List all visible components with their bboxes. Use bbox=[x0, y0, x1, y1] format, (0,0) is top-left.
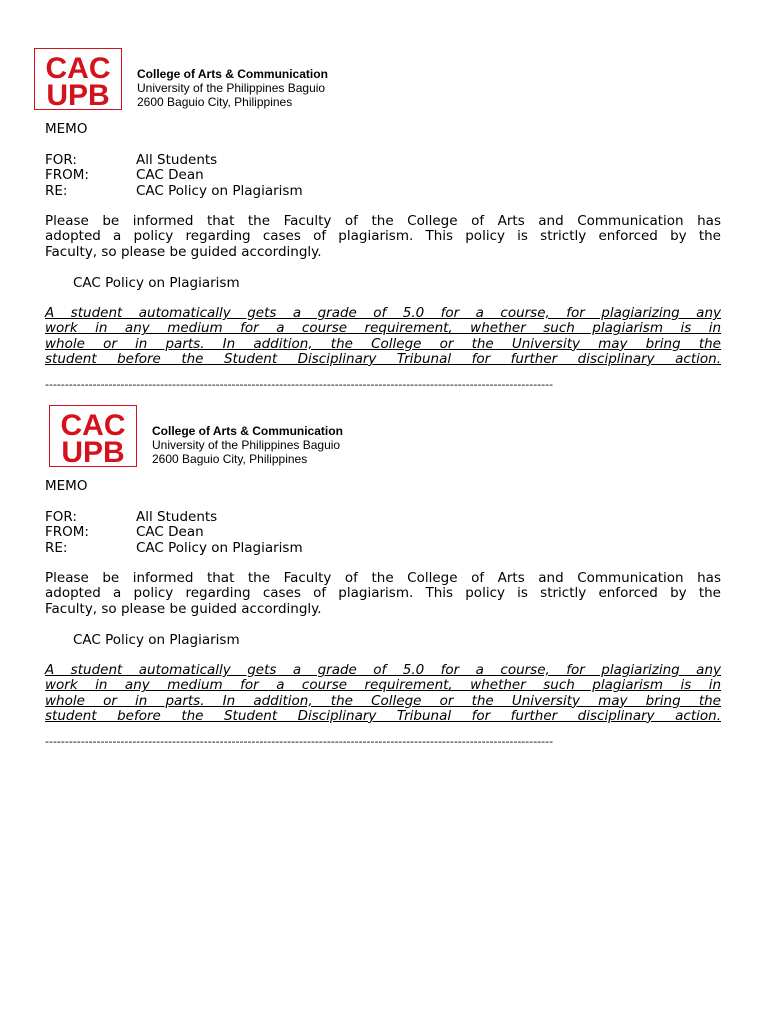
city-address: 2600 Baguio City, Philippines bbox=[152, 452, 308, 466]
for-row bbox=[45, 510, 217, 525]
paragraph-line: Faculty, so please be guided accordingly. bbox=[45, 243, 322, 260]
college-name: College of Arts & Communication bbox=[137, 67, 328, 81]
from-row bbox=[45, 168, 204, 183]
memo-block bbox=[0, 357, 768, 748]
city-address: 2600 Baguio City, Philippines bbox=[137, 95, 293, 109]
policy-line: work in any medium for a course requirement, whether such plagiarism is in bbox=[45, 677, 721, 694]
logo-bottom-text: UPB bbox=[61, 436, 125, 466]
memo-label: MEMO bbox=[45, 478, 88, 494]
paragraph-line: Please be informed that the Faculty of the College of Arts and Communication has bbox=[45, 213, 721, 229]
memo-label: MEMO bbox=[45, 121, 88, 137]
letterhead-address bbox=[152, 424, 343, 466]
policy-statement bbox=[45, 663, 721, 724]
policy-line: whole or in parts. In addition, the College or the University may bring the bbox=[45, 692, 721, 709]
policy-line: student before the Student Disciplinary Tribunal for further disciplinary action. bbox=[45, 350, 721, 367]
from-key: FROM: bbox=[45, 524, 89, 540]
cut-line-divider: -------------------------------------------------------------------------------------------------------------------------------- bbox=[45, 378, 554, 391]
paragraph-line: Faculty, so please be guided accordingly. bbox=[45, 600, 322, 617]
policy-line: student before the Student Disciplinary Tribunal for further disciplinary action. bbox=[45, 707, 721, 724]
paragraph-line: adopted a policy regarding cases of plagiarism. This policy is strictly enforced by the bbox=[45, 228, 721, 245]
paragraph-line: adopted a policy regarding cases of plagiarism. This policy is strictly enforced by the bbox=[45, 585, 721, 602]
from-key: FROM: bbox=[45, 167, 89, 183]
policy-line: A student automatically gets a grade of 5.0 for a course, for plagiarizing any bbox=[45, 305, 721, 321]
cut-line-divider: -------------------------------------------------------------------------------------------------------------------------------- bbox=[45, 735, 554, 748]
notice-paragraph bbox=[45, 571, 721, 617]
paragraph-line: Please be informed that the Faculty of the College of Arts and Communication has bbox=[45, 570, 721, 586]
for-key: FOR: bbox=[45, 509, 77, 525]
re-value: CAC Policy on Plagiarism bbox=[136, 540, 303, 556]
logo-top-text: CAC bbox=[60, 409, 126, 442]
policy-title: CAC Policy on Plagiarism bbox=[73, 275, 240, 291]
logo-bottom-text: UPB bbox=[46, 79, 110, 109]
memo-block bbox=[0, 0, 768, 391]
from-row bbox=[45, 525, 204, 540]
policy-line: work in any medium for a course requirement, whether such plagiarism is in bbox=[45, 320, 721, 337]
re-value: CAC Policy on Plagiarism bbox=[136, 183, 303, 199]
letterhead-address bbox=[137, 67, 328, 109]
from-value: CAC Dean bbox=[136, 167, 204, 183]
re-key: RE: bbox=[45, 540, 68, 556]
notice-paragraph bbox=[45, 214, 721, 260]
cac-upb-logo bbox=[49, 405, 137, 467]
from-value: CAC Dean bbox=[136, 524, 204, 540]
for-key: FOR: bbox=[45, 152, 77, 168]
for-value: All Students bbox=[136, 152, 218, 168]
re-key: RE: bbox=[45, 183, 68, 199]
logo-top-text: CAC bbox=[45, 52, 111, 85]
college-name: College of Arts & Communication bbox=[152, 424, 343, 438]
cac-upb-logo bbox=[34, 48, 122, 110]
re-row bbox=[45, 541, 303, 556]
policy-line: whole or in parts. In addition, the College or the University may bring the bbox=[45, 335, 721, 352]
university-name: University of the Philippines Baguio bbox=[137, 81, 326, 95]
re-row bbox=[45, 184, 303, 199]
for-value: All Students bbox=[136, 509, 218, 525]
policy-title: CAC Policy on Plagiarism bbox=[73, 632, 240, 648]
policy-line: A student automatically gets a grade of 5.0 for a course, for plagiarizing any bbox=[45, 662, 721, 678]
university-name: University of the Philippines Baguio bbox=[152, 438, 341, 452]
for-row bbox=[45, 153, 217, 168]
